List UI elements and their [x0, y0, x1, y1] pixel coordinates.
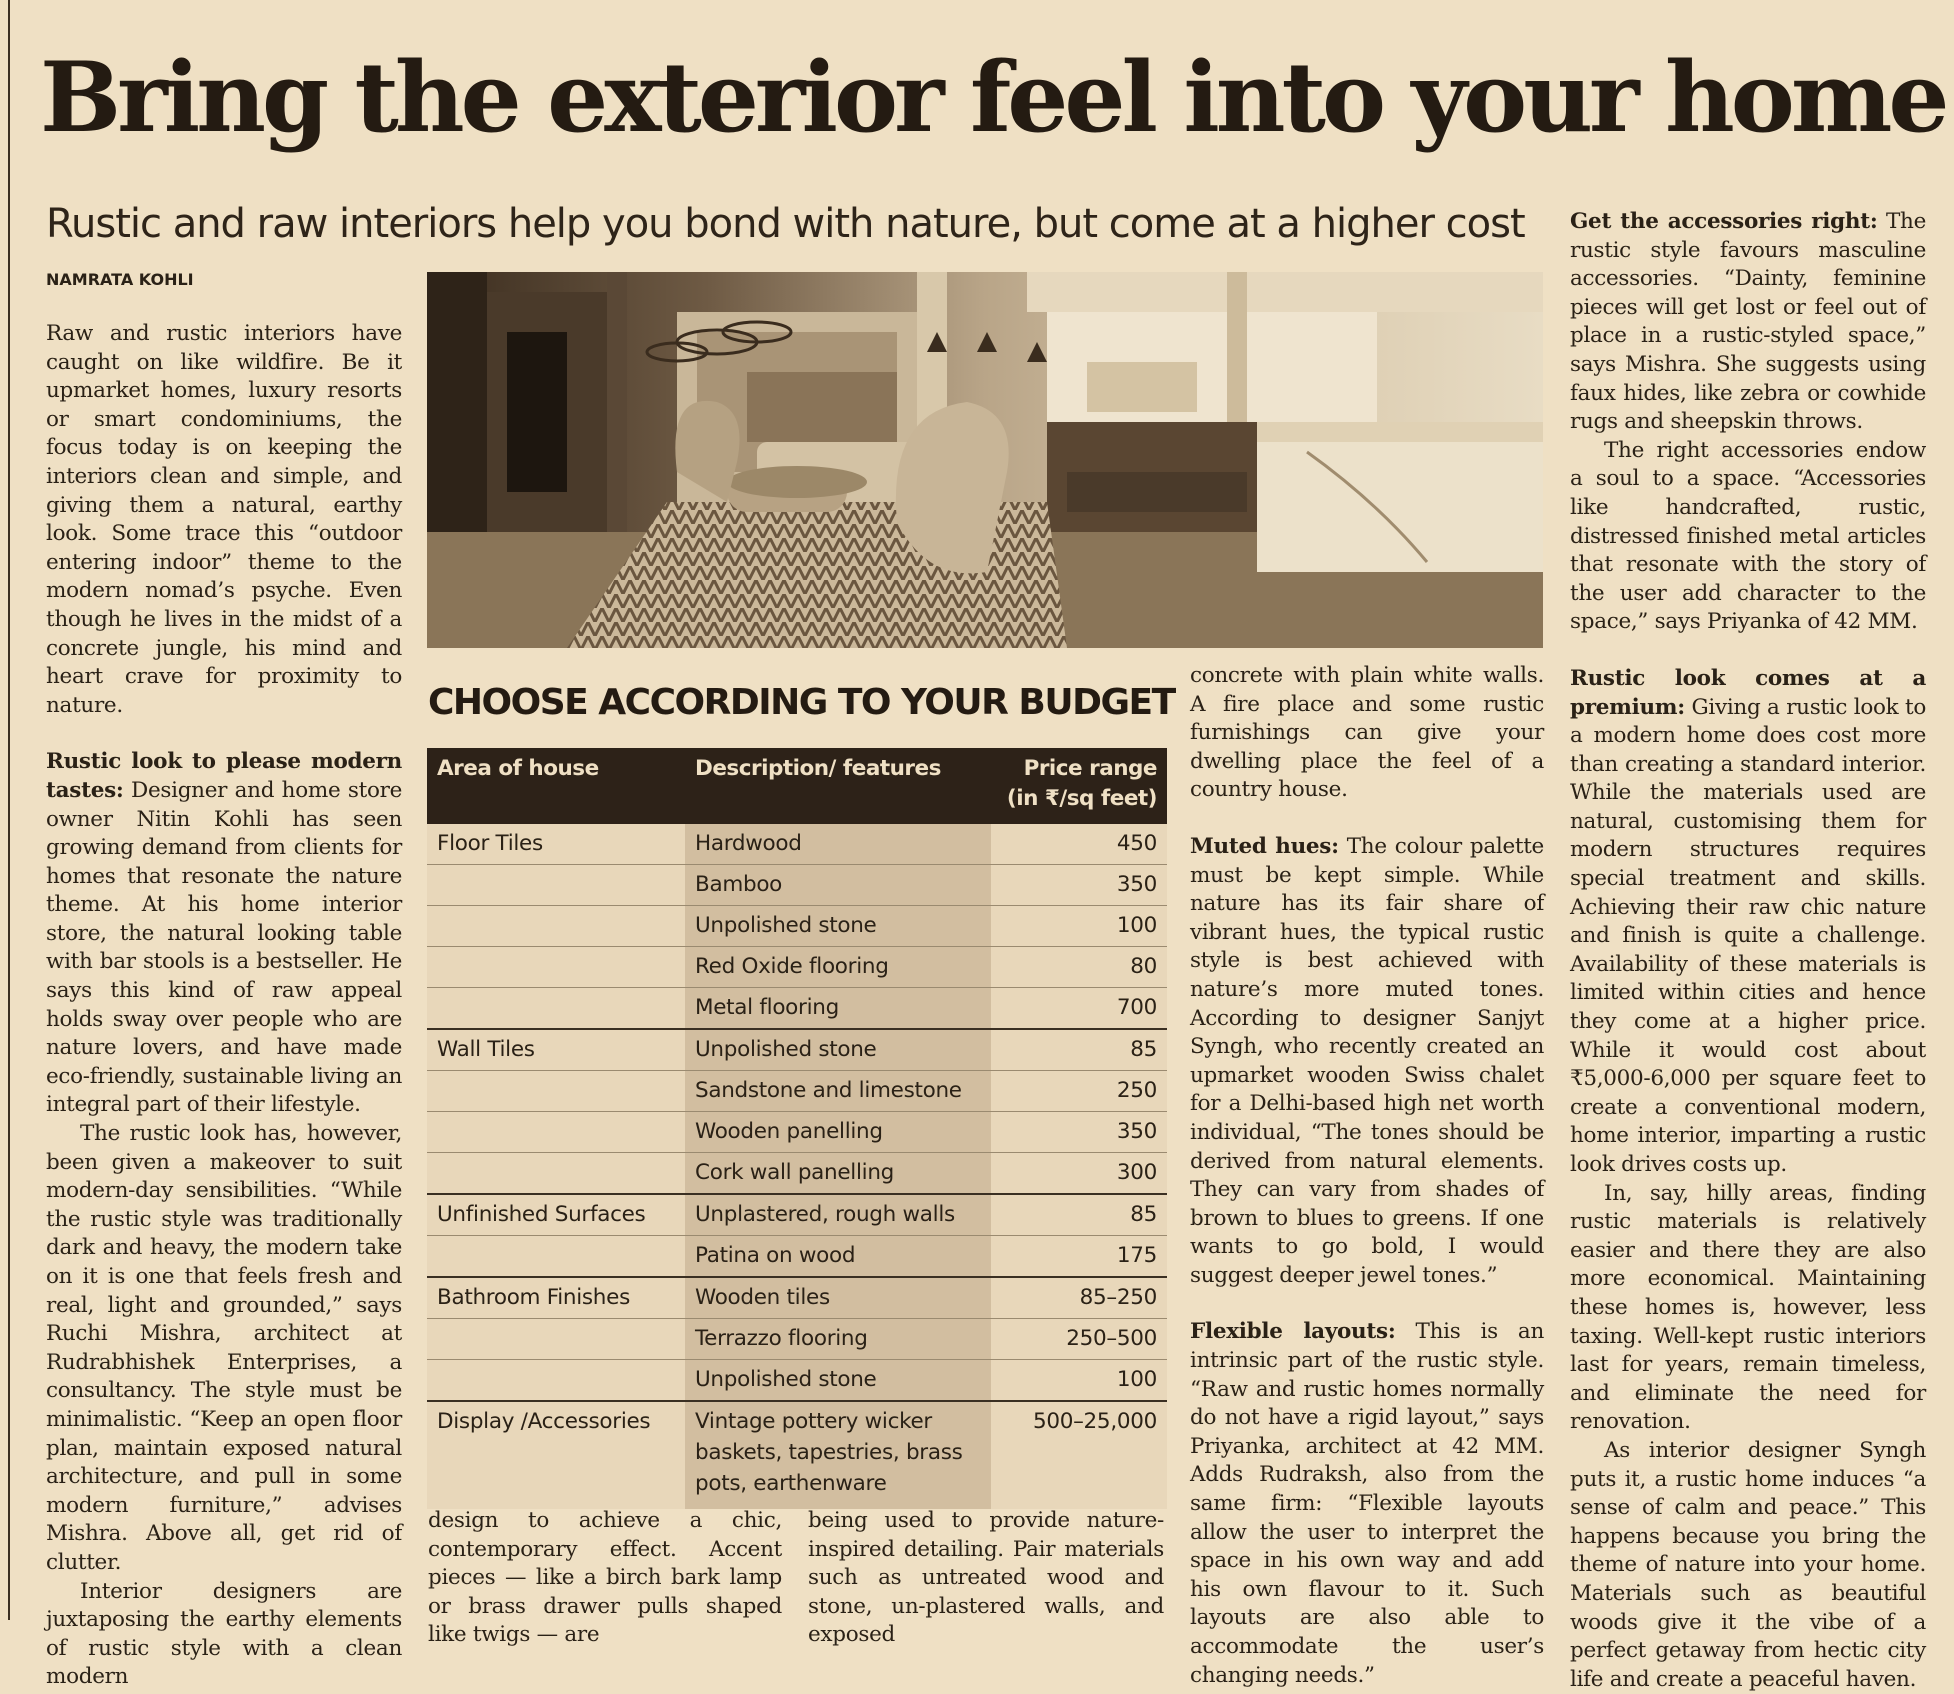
living-room-illustration [427, 272, 1543, 648]
cell-price: 500–25,000 [991, 1401, 1167, 1509]
header-description: Description/ features [685, 748, 991, 824]
page-edge-rule [8, 0, 10, 1620]
article-column-2-bottom [428, 1507, 782, 1650]
table-row [427, 1112, 1167, 1153]
cell-price: 85 [991, 1194, 1167, 1236]
paragraph: The rustic look has, however, been given a makeover to suit modern-day sensibilities. “While the rustic style was traditionally dark and heavy, the modern take on it is one that feels fresh and real, light and grounded,” says Ruchi Mishra, architect at Rudrabhishek Enterprises, a consultancy. The style must be minimalistic. “Keep an open floor plan, maintain exposed natural architecture, and pull in some modern furniture,” advises Mishra. Above all, get rid of clutter. [46, 1121, 402, 1575]
cell-area: Floor Tiles [427, 824, 685, 865]
paragraph-text: Giving a rustic look to a modern home does cost more than creating a standard interior. While the materials used are natural, customising them for modern structures requires special treatment and skills. Achieving their raw chic nature and finish is quite a challenge. Availability of these materials is limited within cities and hence they come at a higher price. While it would cost about ₹5,000-6,000 per square feet to create a conventional modern, home interior, imparting a rustic look drives costs up. [1570, 694, 1926, 1177]
cell-description: Wooden tiles [685, 1277, 991, 1319]
header-price: Price range (in ₹/sq feet) [991, 748, 1167, 824]
table-row [427, 1277, 1167, 1319]
cell-area: Bathroom Finishes [427, 1277, 685, 1319]
cell-price: 85 [991, 1029, 1167, 1071]
cell-price: 175 [991, 1236, 1167, 1278]
article-column-4 [1570, 208, 1926, 1694]
cell-area [427, 1112, 685, 1153]
cell-price: 450 [991, 824, 1167, 865]
header-area: Area of house [427, 748, 685, 824]
standfirst: Rustic and raw interiors help you bond with nature, but come at a higher cost [46, 201, 1525, 247]
cell-description: Hardwood [685, 824, 991, 865]
table-row [427, 988, 1167, 1030]
paragraph-text: Designer and home store owner Nitin Kohli has seen growing demand from clients for homes that resonate the nature theme. At his home interior store, the natural looking table with bar stools is a bestseller. He says this kind of raw appeal holds sway over people who are nature lovers, and have made eco-friendly, sustainable living an integral part of their lifestyle. [46, 777, 402, 1118]
budget-table-title: CHOOSE ACCORDING TO YOUR BUDGET [428, 682, 1175, 723]
paragraph: concrete with plain white walls. A fire place and some rustic furnishings can give your dwelling place the feel of a country house. [1190, 663, 1544, 803]
cell-price: 250 [991, 1071, 1167, 1112]
paragraph-text: The rustic style favours masculine accessories. “Dainty, feminine pieces will get lost or feel out of place in a rustic-styled space,” says Mishra. She suggests using faux hides, like zebra or cowhide rugs and sheepskin throws. [1570, 209, 1926, 435]
paragraph-text: This is an intrinsic part of the rustic style. “Raw and rustic homes normally do not have a rigid layout,” says Priyanka, architect at 42 MM. Adds Rudraksh, also from the same firm: “Flexible layouts allow the user to interpret the space in his own way and add his own flavour to it. Such layouts are also able to accommodate the user’s changing needs.” [1190, 1319, 1544, 1688]
table-row [427, 1401, 1167, 1509]
paragraph: The right accessories endow a soul to a space. “Accessories like handcrafted, rustic, distressed finished metal articles that resonate with the story of the user add character to the space,” says Priyanka of 42 MM. [1570, 437, 1926, 635]
table-row [427, 1360, 1167, 1402]
cell-area [427, 1153, 685, 1195]
cell-area [427, 1360, 685, 1402]
paragraph: Interior designers are juxtaposing the earthy elements of rustic style with a clean modern [46, 1578, 402, 1690]
subhead: Flexible layouts: [1190, 1319, 1396, 1345]
table-row [427, 865, 1167, 906]
cell-area [427, 1236, 685, 1278]
budget-table [427, 748, 1167, 1509]
cell-area [427, 1319, 685, 1360]
cell-area [427, 988, 685, 1030]
cell-area: Wall Tiles [427, 1029, 685, 1071]
cell-description: Vintage pottery wicker baskets, tapestries, brass pots, earthenware [685, 1401, 991, 1509]
article-column-3 [1190, 662, 1544, 1690]
cell-price: 350 [991, 865, 1167, 906]
paragraph: In, say, hilly areas, finding rustic materials is relatively easier and there they are also more economical. Maintaining these homes is, however, less taxing. Well-kept rustic interiors last for years, remain timeless, and eliminate the need for renovation. [1570, 1180, 1926, 1435]
paragraph: design to achieve a chic, contemporary effect. Accent pieces — like a birch bark lamp or brass drawer pulls shaped like twigs — are [428, 1508, 782, 1648]
paragraph: being used to provide nature-inspired detailing. Pair materials such as untreated wood and stone, un-plastered walls, and exposed [808, 1508, 1164, 1648]
cell-description: Sandstone and limestone [685, 1071, 991, 1112]
interior-photo [427, 272, 1543, 648]
paragraph [1570, 665, 1926, 1180]
byline: NAMRATA KOHLI [46, 270, 194, 289]
cell-area [427, 947, 685, 988]
table-row [427, 1071, 1167, 1112]
cell-price: 100 [991, 906, 1167, 947]
table-row [427, 1319, 1167, 1360]
headline: Bring the exterior feel into your home [40, 41, 1946, 154]
subhead: Rustic look comes at a premium: [1570, 665, 1926, 720]
cell-description: Unpolished stone [685, 1360, 991, 1402]
cell-description: Red Oxide flooring [685, 947, 991, 988]
paragraph [1190, 1318, 1544, 1690]
table-row [427, 1194, 1167, 1236]
cell-price: 100 [991, 1360, 1167, 1402]
paragraph-text: The colour palette must be kept simple. While nature has its fair share of vibrant hues, the typical rustic style is best achieved with nature’s more muted tones. According to designer Sanjyt Syngh, who recently created an upmarket wooden Swiss chalet for a Delhi-based high net worth individual, “The tones should be derived from natural elements. They can vary from shades of brown to blues to greens. If one wants to go bold, I would suggest deeper jewel tones.” [1190, 833, 1544, 1288]
cell-description: Unpolished stone [685, 906, 991, 947]
cell-price: 250–500 [991, 1319, 1167, 1360]
cell-area [427, 865, 685, 906]
article-column-3-bottom [808, 1507, 1164, 1650]
table-row [427, 1153, 1167, 1195]
table-row [427, 1236, 1167, 1278]
table-row [427, 824, 1167, 865]
table-row [427, 947, 1167, 988]
cell-description: Terrazzo flooring [685, 1319, 991, 1360]
paragraph [46, 748, 402, 1120]
cell-description: Wooden panelling [685, 1112, 991, 1153]
subhead: Muted hues: [1190, 833, 1339, 859]
cell-area: Unfinished Surfaces [427, 1194, 685, 1236]
article-column-1 [46, 320, 402, 1692]
cell-price: 300 [991, 1153, 1167, 1195]
cell-description: Metal flooring [685, 988, 991, 1030]
cell-description: Unplastered, rough walls [685, 1194, 991, 1236]
cell-price: 700 [991, 988, 1167, 1030]
cell-description: Patina on wood [685, 1236, 991, 1278]
cell-description: Unpolished stone [685, 1029, 991, 1071]
cell-area: Display /Accessories [427, 1401, 685, 1509]
cell-area [427, 906, 685, 947]
paragraph: As interior designer Syngh puts it, a rustic home induces “a sense of calm and peace.” This happens because you bring the theme of nature into your home. Materials such as beautiful woods give it the vibe of a perfect getaway from hectic city life and create a peaceful haven. [1570, 1437, 1926, 1692]
table-row [427, 1029, 1167, 1071]
cell-price: 350 [991, 1112, 1167, 1153]
cell-description: Bamboo [685, 865, 991, 906]
table-header-row [427, 748, 1167, 824]
cell-area [427, 1071, 685, 1112]
subhead: Get the accessories right: [1570, 209, 1878, 234]
cell-price: 80 [991, 947, 1167, 988]
cell-description: Cork wall panelling [685, 1153, 991, 1195]
table-row [427, 906, 1167, 947]
subhead: Rustic look to please modern tastes: [46, 749, 402, 803]
paragraph: Raw and rustic interiors have caught on like wildfire. Be it upmarket homes, luxury resorts or smart condominiums, the focus today is on keeping the interiors clean and simple, and giving them a natural, earthy look. Some trace this “outdoor entering indoor” theme to the modern nomad’s psyche. Even though he lives in the midst of a concrete jungle, his mind and heart crave for proximity to nature. [46, 321, 402, 718]
paragraph [1190, 833, 1544, 1291]
cell-price: 85–250 [991, 1277, 1167, 1319]
paragraph [1570, 208, 1926, 437]
